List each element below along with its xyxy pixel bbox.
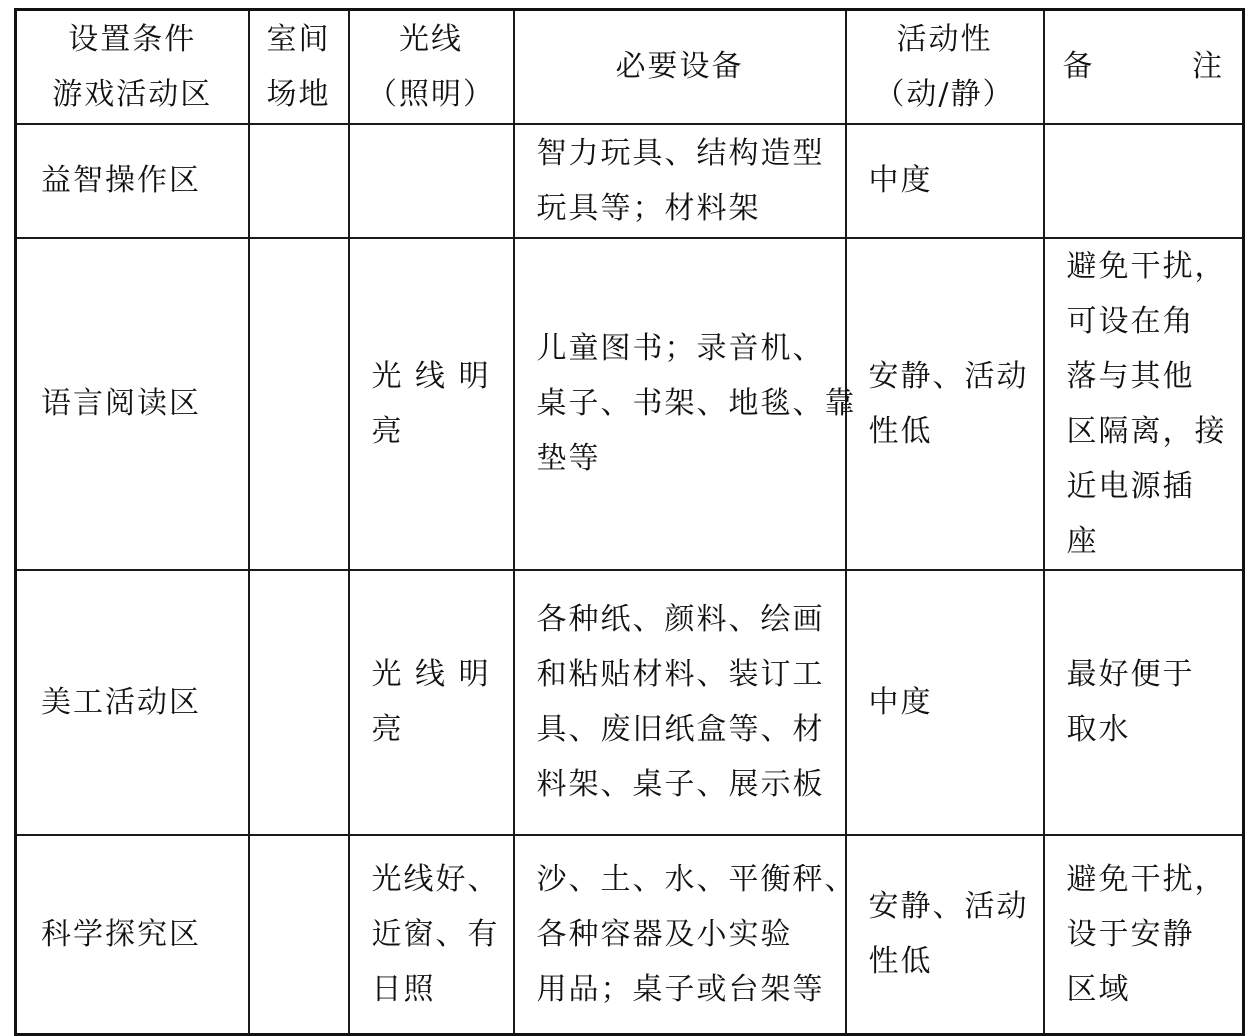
room-cell xyxy=(249,124,349,238)
activity-cell: 中度 xyxy=(846,570,1044,835)
area-name-cell: 语言阅读区 xyxy=(16,238,249,570)
area-name-cell: 美工活动区 xyxy=(16,570,249,835)
light-header-cell: 光线 （照明） xyxy=(349,10,514,124)
equipment-cell: 各种纸、颜料、绘画 和粘贴材料、装订工 具、废旧纸盒等、材 料架、桌子、展示板 xyxy=(514,570,846,835)
room-cell xyxy=(249,238,349,570)
area-name-cell: 科学探究区 xyxy=(16,835,249,1035)
corner-header-cell xyxy=(16,10,249,124)
activity-cell: 中度 xyxy=(846,124,1044,238)
room-header-cell: 室间 场地 xyxy=(249,10,349,124)
activity-cell: 安静、活动 性低 xyxy=(846,835,1044,1035)
notes-cell xyxy=(1044,124,1244,238)
notes-cell: 最好便于 取水 xyxy=(1044,570,1244,835)
notes-header-cell: 备 注 xyxy=(1044,10,1244,124)
equipment-cell: 沙、土、水、平衡秤、 各种容器及小实验 用品；桌子或台架等 xyxy=(514,835,846,1035)
table-row xyxy=(16,570,1244,835)
notes-cell: 避免干扰， 可设在角 落与其他 区隔离，接 近电源插 座 xyxy=(1044,238,1244,570)
activity-cell: 安静、活动 性低 xyxy=(846,238,1044,570)
light-cell xyxy=(349,124,514,238)
activity-area-table xyxy=(14,8,1245,1036)
room-cell xyxy=(249,570,349,835)
table-row xyxy=(16,238,1244,570)
table-row xyxy=(16,835,1244,1035)
table-row xyxy=(16,124,1244,238)
light-cell: 光 线 明 亮 xyxy=(349,570,514,835)
corner-header-bottom: 游戏活动区 xyxy=(52,76,213,112)
notes-cell: 避免干扰， 设于安静 区域 xyxy=(1044,835,1244,1035)
area-name-cell: 益智操作区 xyxy=(16,124,249,238)
equipment-cell: 智力玩具、结构造型 玩具等；材料架 xyxy=(514,124,846,238)
corner-header-top: 设置条件 xyxy=(68,21,197,57)
equipment-header-cell: 必要设备 xyxy=(514,10,846,124)
light-cell: 光 线 明 亮 xyxy=(349,238,514,570)
light-cell: 光线好、 近窗、有 日照 xyxy=(349,835,514,1035)
header-row xyxy=(16,10,1244,124)
equipment-cell: 儿童图书；录音机、 桌子、书架、地毯、靠 垫等 xyxy=(514,238,846,570)
activity-header-cell: 活动性 （动/静） xyxy=(846,10,1044,124)
room-cell xyxy=(249,835,349,1035)
